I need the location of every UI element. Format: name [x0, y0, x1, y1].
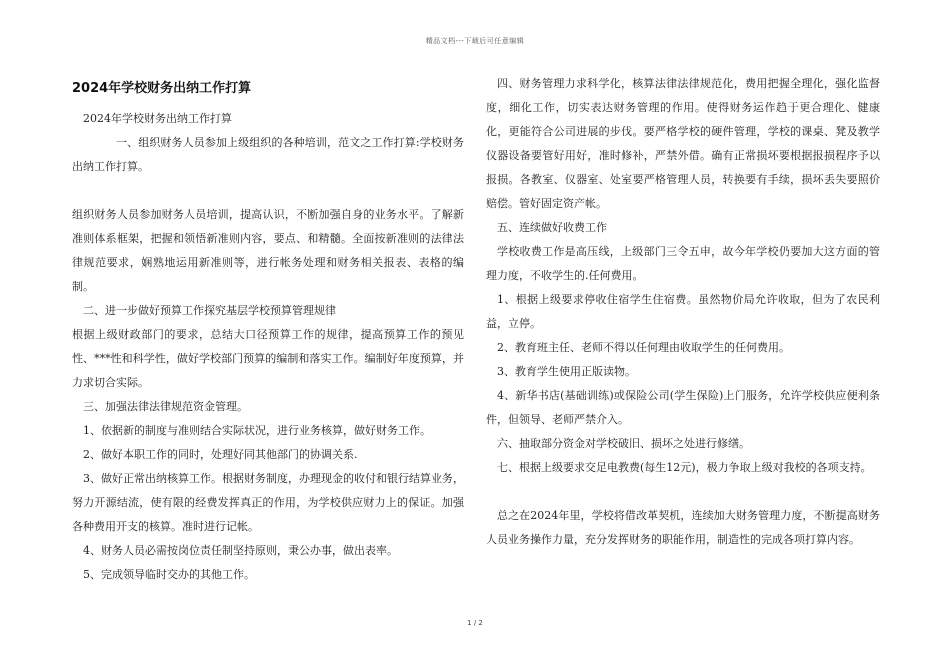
- section-7-paragraph: 七、根据上级要求交足电教费(每生12元)，极力争取上级对我校的各项支持。: [497, 461, 872, 474]
- fees-paragraph: 学校收费工作是高压线，上级部门三令五申，故今年学校仍要加大这方面的管理力度，不收学生的.任何费用。: [486, 245, 880, 282]
- right-column: [486, 72, 880, 552]
- list-item-4: 4、财务人员必需按岗位责任制坚持原则，秉公办事，做出表率。: [83, 544, 398, 557]
- summary-paragraph: 总之在2024年里，学校将借改革契机，连续加大财务管理力度，不断提高财务人员业务操作力量，充分发挥财务的职能作用，制造性的完成各项打算内容。: [486, 509, 880, 546]
- list-item-2: 2、做好本职工作的同时，处理好同其他部门的协调关系.: [83, 448, 358, 461]
- section-3-heading: 三、加强法律法律规范资金管理。: [83, 400, 248, 413]
- list-item-3: 3、做好正常出纳核算工作。根据财务制度，办理现金的收付和银行结算业务，努力开源结流，使有限的经费发挥真正的作用，为学校供应财力上的保证。加强各种费用开支的核算。准时进行记帐。: [72, 472, 464, 533]
- blank-line: [486, 480, 880, 504]
- section-1-heading-paragraph: 一、组织财务人员参加上级组织的各种培训，范文之工作打算:学校财务出纳工作打算。: [72, 136, 464, 173]
- budget-paragraph: 根据上级财政部门的要求，总结大口径预算工作的规律，提高预算工作的预见性、***性和科学性，做好学校部门预算的编制和落实工作。编制好年度预算，并力求切合实际。: [72, 328, 464, 389]
- section-5-heading: 五、连续做好收费工作: [497, 221, 607, 234]
- list-item-5: 5、完成领导临时交办的其他工作。: [83, 568, 255, 581]
- fees-item-3: 3、教育学生使用正版读物。: [497, 365, 636, 378]
- fees-item-1: 1、根据上级要求停收住宿学生住宿费。虽然物价局允许收取，但为了农民利益，立停。: [486, 293, 880, 330]
- document-title: 2024年学校财务出纳工作打算: [72, 81, 252, 96]
- section-4-paragraph: 四、财务管理力求科学化，核算法律法律规范化，费用把握全理化，强化监督度，细化工作，切实表达财务管理的作用。使得财务运作趋于更合理化、健康化，更能符合公司进展的步伐。要严格学校的硬件管理，学校的课桌、凳及教学仪器设备要管好用好，准时修补，严禁外借。确有正常损坏要根据报损程序予以报损。各教室、仪器室、处室要严格管理人员，转换要有手续，损坏丢失要照价赔偿。管好固定资产帐。: [486, 77, 880, 210]
- fees-item-4: 4、新华书店(基础训练)或保险公司(学生保险)上门服务，允许学校供应便利条件，但领导、老师严禁介入。: [486, 389, 880, 426]
- fees-item-2: 2、教育班主任、老师不得以任何理由收取学生的任何费用。: [497, 341, 790, 354]
- section-2-heading: 二、进一步做好预算工作探究基层学校预算管理规律: [83, 304, 336, 317]
- blank-line: [72, 179, 464, 203]
- header-note: 精品文档---下载后可任意编辑: [425, 37, 525, 45]
- page-number: 1 / 2: [467, 619, 483, 627]
- left-column: [72, 72, 464, 587]
- training-paragraph: 组织财务人员参加财务人员培训，提高认识，不断加强自身的业务水平。了解新准则体系框架，把握和领悟新准则内容，要点、和精髓。全面按新准则的法律法律规范要求，娴熟地运用新准则等，进行帐务处理和财务相关报表、表格的编制。: [72, 208, 464, 293]
- section-6-paragraph: 六、抽取部分资金对学校破旧、损坏之处进行修缮。: [497, 437, 750, 450]
- list-item-1: 1、依据新的制度与准则结合实际状况，进行业务核算，做好财务工作。: [83, 424, 431, 437]
- subtitle-paragraph: 2024年学校财务出纳工作打算: [83, 112, 232, 125]
